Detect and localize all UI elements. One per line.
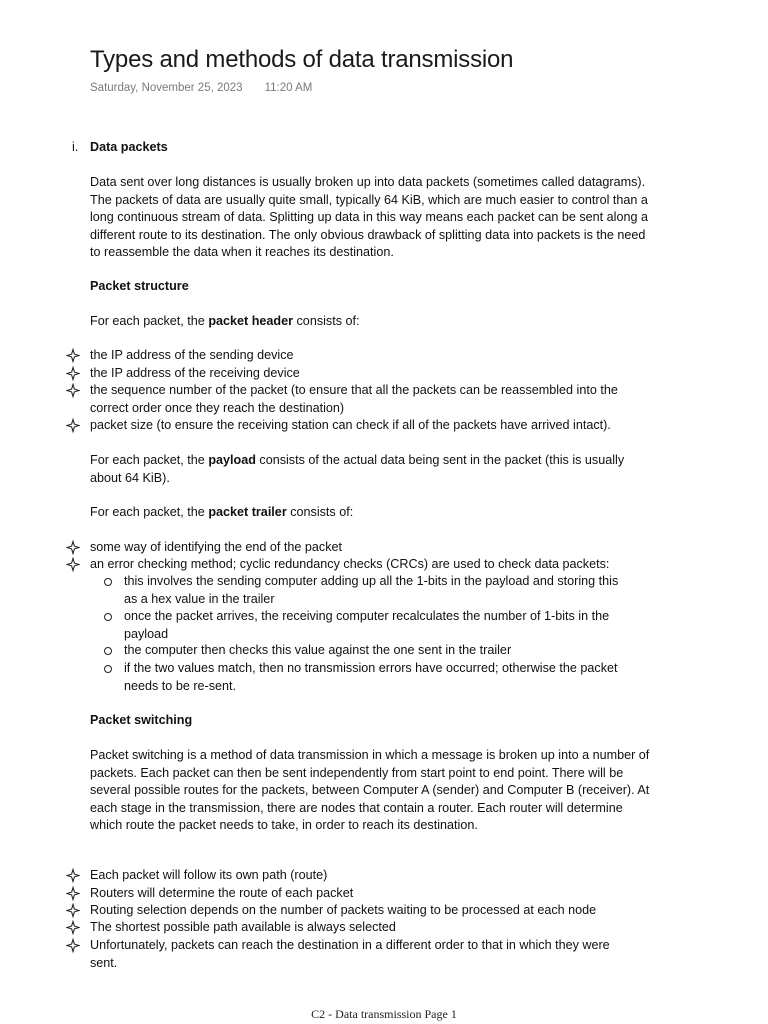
star-bullet-icon [66,539,80,556]
page-title: Types and methods of data transmission [90,46,514,73]
circle-bullet-icon [104,578,112,586]
list-item-text: an error checking method; cyclic redundancy checks (CRCs) are used to check data packets: [90,557,610,571]
page-date: Saturday, November 25, 2023 [90,82,243,94]
star-bullet-icon [66,919,80,936]
circle-bullet-icon [104,647,112,655]
list-item-text: some way of identifying the end of the packet [90,540,343,554]
page-time: 11:20 AM [264,82,313,94]
list-item-text: the IP address of the sending device [90,348,294,362]
list-item-text: Routing selection depends on the number of packets waiting to be processed at each node [90,903,597,917]
sub-list-item-text: this involves the sending computer adding up all the 1-bits in the payload and storing this as a hex value in the trailer [124,574,619,606]
list-item-text: the sequence number of the packet (to ensure that all the packets can be reassembled into the correct order once they reach the destination) [90,383,618,415]
packet-trailer-term: packet trailer [208,505,287,519]
star-bullet-icon [66,867,80,884]
packet-structure-heading: Packet structure [90,279,189,293]
payload-term: payload [208,453,256,467]
list-numeral: i. [72,140,79,154]
intro-paragraph: Data sent over long distances is usually broken up into data packets (sometimes called datagrams). The packets of data are usually quite small, typically 64 KiB, which are much easier to control than a long continuous stream of data. Splitting up data in this way means each packet can be sent along a different route to its destination. The only obvious drawback of splitting data into packets is the need to reassemble the data when it reaches its destination. [90,175,648,259]
circle-bullet-icon [104,665,112,673]
list-item-text: The shortest possible path available is always selected [90,920,396,934]
star-bullet-icon [66,556,80,573]
sub-list-item-text: the computer then checks this value against the one sent in the trailer [124,643,512,657]
list-item-text: packet size (to ensure the receiving station can check if all of the packets have arrived intact). [90,418,611,432]
circle-bullet-icon [104,613,112,621]
packet-switching-heading: Packet switching [90,713,193,727]
star-bullet-icon [66,365,80,382]
star-bullet-icon [66,937,80,954]
page-footer: C2 - Data transmission Page 1 [311,1007,457,1021]
star-bullet-icon [66,382,80,399]
sub-list-item-text: once the packet arrives, the receiving computer recalculates the number of 1-bits in the payload [124,609,610,641]
star-bullet-icon [66,417,80,434]
list-item-text: Each packet will follow its own path (route) [90,868,328,882]
star-bullet-icon [66,885,80,902]
payload-paragraph: For each packet, the payload consists of the actual data being sent in the packet (this is usually about 64 KiB). [90,453,625,485]
packet-trailer-intro: For each packet, the packet trailer consists of: [90,505,354,519]
star-bullet-icon [66,902,80,919]
packet-header-intro: For each packet, the packet header consists of: [90,314,360,328]
packet-switching-paragraph: Packet switching is a method of data transmission in which a message is broken up into a number of packets. Each packet can then be sent independently from start point to end point. There will be several possible routes for the packets, between Computer A (sender) and Computer B (receiver). At each stage in the transmission, there are nodes that contain a router. Each router will determine which route the packet needs to take, in order to reach its destination. [90,748,650,832]
list-item-text: the IP address of the receiving device [90,366,300,380]
list-item-text: Unfortunately, packets can reach the destination in a different order to that in which they were sent. [90,938,610,970]
section-heading: Data packets [90,140,168,154]
packet-header-term: packet header [208,314,294,328]
page-timestamp [90,82,312,94]
sub-list-item-text: if the two values match, then no transmission errors have occurred; otherwise the packet needs to be re-sent. [124,661,618,693]
star-bullet-icon [66,347,80,364]
list-item-text: Routers will determine the route of each packet [90,886,354,900]
